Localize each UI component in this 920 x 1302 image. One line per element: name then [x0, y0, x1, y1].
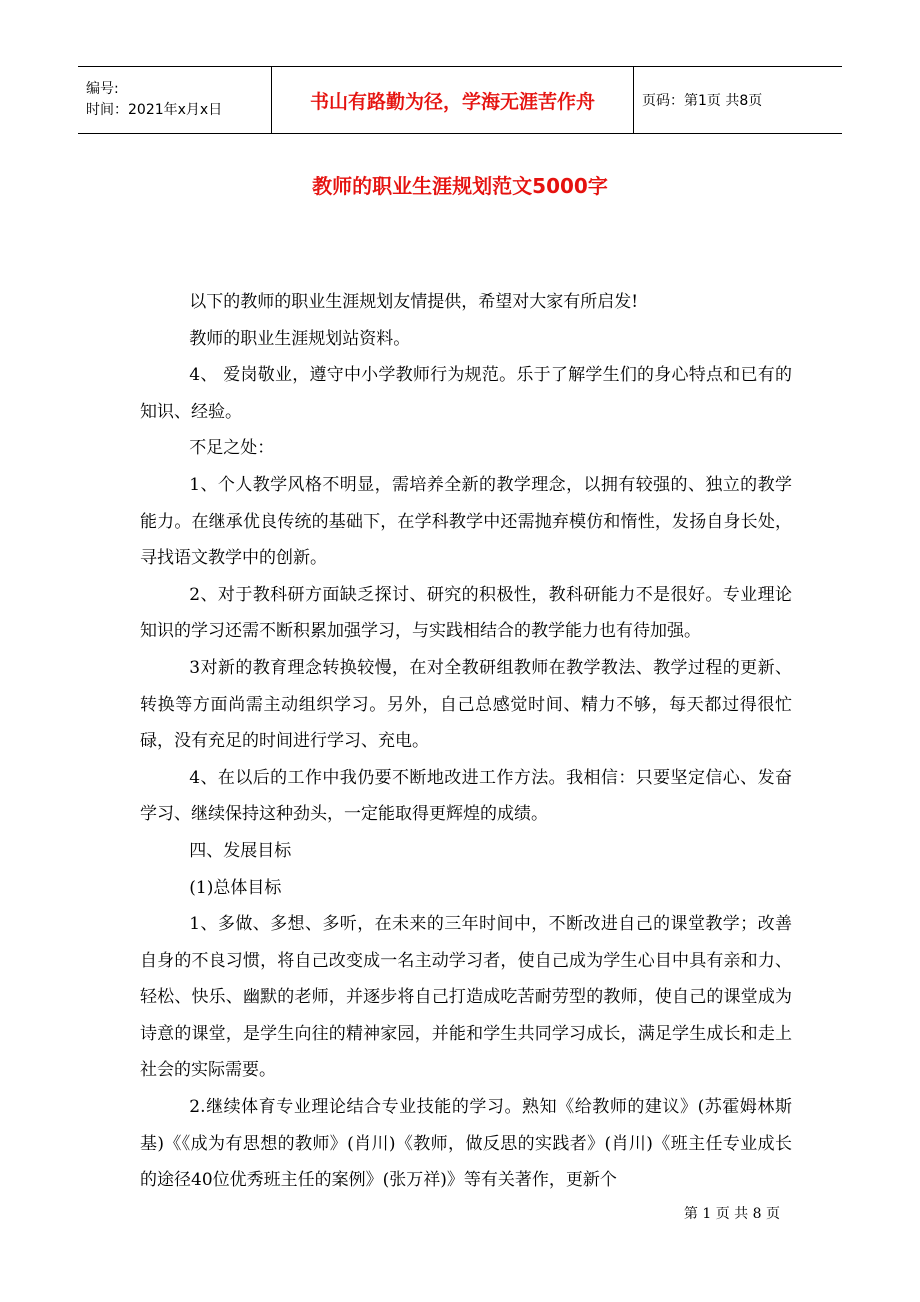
document-body — [140, 284, 792, 1199]
header-motto: 书山有路勤为径，学海无涯苦作舟 — [272, 67, 634, 133]
body-paragraph: 4、 爱岗敬业，遵守中小学教师行为规范。乐于了解学生们的身心特点和已有的知识、经验。 — [140, 365, 792, 422]
document-date-label: 时间：2021年x月x日 — [86, 102, 223, 118]
body-paragraph: 以下的教师的职业生涯规划友情提供，希望对大家有所启发! — [189, 292, 639, 312]
body-paragraph: 教师的职业生涯规划站资料。 — [189, 328, 411, 349]
body-paragraph: 2、对于教科研方面缺乏探讨、研究的积极性，教科研能力不是很好。专业理论知识的学习还需不断积累加强学习，与实践相结合的教学能力也有待加强。 — [140, 584, 792, 642]
header-page-info: 页码：第1页 共8页 — [642, 93, 763, 109]
body-paragraph: 不足之处： — [189, 438, 275, 459]
document-title: 教师的职业生涯规划范文5000字 — [312, 174, 608, 198]
page-header — [78, 66, 842, 134]
body-paragraph: 2.继续体育专业理论结合专业技能的学习。熟知《给教师的建议》(苏霍姆林斯基)《《成为有思想的教师》(肖川)《教师，做反思的实践者》(肖川)《班主任专业成长的途径40位优秀班主任的案例》(张万祥)》等有关著作，更新个 — [140, 1097, 792, 1191]
body-paragraph: 3对新的教育理念转换较慢，在对全教研组教师在教学教法、教学过程的更新、转换等方面尚需主动组织学习。另外，自己总感觉时间、精力不够，每天都过得很忙碌，没有充足的时间进行学习、充电。 — [140, 657, 792, 752]
section-heading: 四、发展目标 — [189, 840, 292, 861]
subsection-heading: (1)总体目标 — [189, 877, 282, 898]
header-meta — [78, 67, 272, 133]
document-number-label: 编号: — [86, 81, 119, 97]
body-paragraph: 1、多做、多想、多听，在未来的三年时间中，不断改进自己的课堂教学；改善自身的不良习惯，将自己改变成一名主动学习者，使自己成为学生心目中具有亲和力、轻松、快乐、幽默的老师，并逐步将自己打造成吃苦耐劳型的教师，使自己的课堂成为诗意的课堂，是学生向往的精神家园，并能和学生共同学习成长，满足学生成长和走上社会的实际需要。 — [140, 914, 792, 1081]
page-footer: 第 1 页 共 8 页 — [683, 1206, 780, 1222]
body-paragraph: 1、个人教学风格不明显，需培养全新的教学理念，以拥有较强的、独立的教学能力。在继承优良传统的基础下，在学科教学中还需抛弃模仿和惰性，发扬自身长处，寻找语文教学中的创新。 — [140, 474, 792, 569]
body-paragraph: 4、在以后的工作中我仍要不断地改进工作方法。我相信：只要坚定信心、发奋学习、继续保持这种劲头，一定能取得更辉煌的成绩。 — [140, 767, 792, 825]
